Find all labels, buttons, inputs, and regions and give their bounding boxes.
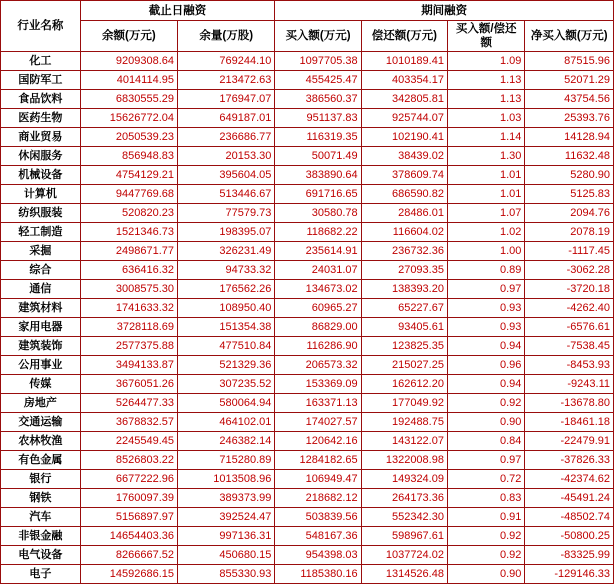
table-row (1, 318, 614, 337)
value-cell: 149324.09 (361, 470, 447, 489)
industry-name-cell: 电气设备 (1, 546, 81, 565)
industry-name-cell: 休闲服务 (1, 147, 81, 166)
value-cell: 1097705.38 (275, 52, 361, 71)
value-cell: 5125.83 (525, 185, 614, 204)
value-cell: 2094.76 (525, 204, 614, 223)
value-cell: 0.90 (447, 565, 524, 584)
industry-name-cell: 银行 (1, 470, 81, 489)
value-cell: 11632.48 (525, 147, 614, 166)
value-cell: 548167.36 (275, 527, 361, 546)
value-cell: 342805.81 (361, 90, 447, 109)
value-cell: 0.94 (447, 375, 524, 394)
value-cell: 192488.75 (361, 413, 447, 432)
value-cell: 386560.37 (275, 90, 361, 109)
table-row (1, 71, 614, 90)
header-balance-volume: 余量(万股) (178, 21, 275, 52)
value-cell: 52071.29 (525, 71, 614, 90)
industry-name-cell: 通信 (1, 280, 81, 299)
value-cell: 14592686.15 (80, 565, 177, 584)
table-row (1, 109, 614, 128)
value-cell: 120642.16 (275, 432, 361, 451)
value-cell: 0.92 (447, 546, 524, 565)
value-cell: 477510.84 (178, 337, 275, 356)
value-cell: 94733.32 (178, 261, 275, 280)
value-cell: 395604.05 (178, 166, 275, 185)
value-cell: -6576.61 (525, 318, 614, 337)
table-row (1, 451, 614, 470)
value-cell: -7538.45 (525, 337, 614, 356)
value-cell: -22479.91 (525, 432, 614, 451)
value-cell: 8526803.22 (80, 451, 177, 470)
value-cell: 0.96 (447, 356, 524, 375)
value-cell: 392524.47 (178, 508, 275, 527)
value-cell: 1.00 (447, 242, 524, 261)
table-body (1, 52, 614, 584)
industry-name-cell: 传媒 (1, 375, 81, 394)
value-cell: 3678832.57 (80, 413, 177, 432)
value-cell: 0.84 (447, 432, 524, 451)
value-cell: 20153.30 (178, 147, 275, 166)
value-cell: 116286.90 (275, 337, 361, 356)
value-cell: 102190.41 (361, 128, 447, 147)
value-cell: -50800.25 (525, 527, 614, 546)
value-cell: 636416.32 (80, 261, 177, 280)
value-cell: 0.93 (447, 299, 524, 318)
value-cell: 9447769.68 (80, 185, 177, 204)
value-cell: 1.09 (447, 52, 524, 71)
value-cell: -45491.24 (525, 489, 614, 508)
value-cell: 143122.07 (361, 432, 447, 451)
value-cell: 163371.13 (275, 394, 361, 413)
value-cell: 198395.07 (178, 223, 275, 242)
table-row (1, 489, 614, 508)
value-cell: 134673.02 (275, 280, 361, 299)
value-cell: 520820.23 (80, 204, 177, 223)
industry-name-cell: 国防军工 (1, 71, 81, 90)
value-cell: 86829.00 (275, 318, 361, 337)
value-cell: 1185380.16 (275, 565, 361, 584)
header-group-closing-balance: 截止日融资 (80, 1, 275, 21)
value-cell: 38439.02 (361, 147, 447, 166)
value-cell: 503839.56 (275, 508, 361, 527)
value-cell: 326231.49 (178, 242, 275, 261)
table-row (1, 356, 614, 375)
value-cell: 0.91 (447, 508, 524, 527)
value-cell: 455425.47 (275, 71, 361, 90)
value-cell: 116319.35 (275, 128, 361, 147)
table-row (1, 470, 614, 489)
value-cell: -4262.40 (525, 299, 614, 318)
value-cell: 2498671.77 (80, 242, 177, 261)
value-cell: 50071.49 (275, 147, 361, 166)
value-cell: 951137.83 (275, 109, 361, 128)
value-cell: 123825.35 (361, 337, 447, 356)
industry-name-cell: 有色金属 (1, 451, 81, 470)
value-cell: -13678.80 (525, 394, 614, 413)
value-cell: 1037724.02 (361, 546, 447, 565)
value-cell: 552342.30 (361, 508, 447, 527)
value-cell: 580064.94 (178, 394, 275, 413)
industry-name-cell: 汽车 (1, 508, 81, 527)
value-cell: -129146.33 (525, 565, 614, 584)
value-cell: 1.02 (447, 223, 524, 242)
value-cell: 5156897.97 (80, 508, 177, 527)
industry-name-cell: 家用电器 (1, 318, 81, 337)
value-cell: 14128.94 (525, 128, 614, 147)
value-cell: 24031.07 (275, 261, 361, 280)
table-row (1, 299, 614, 318)
value-cell: -9243.11 (525, 375, 614, 394)
value-cell: 3008575.30 (80, 280, 177, 299)
value-cell: 1.07 (447, 204, 524, 223)
header-group-period-financing: 期间融资 (275, 1, 614, 21)
value-cell: 715280.89 (178, 451, 275, 470)
value-cell: -37826.33 (525, 451, 614, 470)
header-buy-repay-ratio: 买入额/偿还额 (447, 21, 524, 52)
value-cell: 649187.01 (178, 109, 275, 128)
industry-name-cell: 非银金融 (1, 527, 81, 546)
header-buy-amount: 买入额(万元) (275, 21, 361, 52)
value-cell: 1.30 (447, 147, 524, 166)
value-cell: 378609.74 (361, 166, 447, 185)
value-cell: 106949.47 (275, 470, 361, 489)
value-cell: 1284182.65 (275, 451, 361, 470)
table-row (1, 261, 614, 280)
table-row (1, 242, 614, 261)
industry-name-cell: 纺织服装 (1, 204, 81, 223)
value-cell: 1521346.73 (80, 223, 177, 242)
header-industry-name: 行业名称 (1, 1, 81, 52)
table-column-header-row (1, 21, 614, 52)
value-cell: 0.93 (447, 318, 524, 337)
value-cell: 1.01 (447, 166, 524, 185)
value-cell: 30580.78 (275, 204, 361, 223)
header-net-buy-amount: 净买入额(万元) (525, 21, 614, 52)
value-cell: 118682.22 (275, 223, 361, 242)
industry-name-cell: 电子 (1, 565, 81, 584)
value-cell: 0.90 (447, 413, 524, 432)
industry-name-cell: 钢铁 (1, 489, 81, 508)
table-row (1, 52, 614, 71)
industry-name-cell: 机械设备 (1, 166, 81, 185)
table-row (1, 280, 614, 299)
industry-name-cell: 公用事业 (1, 356, 81, 375)
value-cell: 174027.57 (275, 413, 361, 432)
table-row (1, 375, 614, 394)
value-cell: 3494133.87 (80, 356, 177, 375)
value-cell: 686590.82 (361, 185, 447, 204)
value-cell: 2050539.23 (80, 128, 177, 147)
value-cell: 218682.12 (275, 489, 361, 508)
table-group-header-row (1, 1, 614, 21)
value-cell: 3676051.26 (80, 375, 177, 394)
value-cell: -3720.18 (525, 280, 614, 299)
table-row (1, 432, 614, 451)
value-cell: 236732.36 (361, 242, 447, 261)
value-cell: 6677222.96 (80, 470, 177, 489)
table-row (1, 128, 614, 147)
value-cell: 403354.17 (361, 71, 447, 90)
value-cell: 5280.90 (525, 166, 614, 185)
industry-name-cell: 建筑装饰 (1, 337, 81, 356)
table-row (1, 223, 614, 242)
value-cell: 389373.99 (178, 489, 275, 508)
table-row (1, 90, 614, 109)
industry-name-cell: 建筑材料 (1, 299, 81, 318)
table-row (1, 166, 614, 185)
value-cell: 521329.36 (178, 356, 275, 375)
value-cell: 4754129.21 (80, 166, 177, 185)
value-cell: 206573.32 (275, 356, 361, 375)
value-cell: 1314526.48 (361, 565, 447, 584)
value-cell: 77579.73 (178, 204, 275, 223)
value-cell: 0.92 (447, 394, 524, 413)
value-cell: 6830555.29 (80, 90, 177, 109)
value-cell: 1010189.41 (361, 52, 447, 71)
value-cell: 464102.01 (178, 413, 275, 432)
value-cell: 236686.77 (178, 128, 275, 147)
value-cell: 0.97 (447, 451, 524, 470)
value-cell: 151354.38 (178, 318, 275, 337)
value-cell: 2078.19 (525, 223, 614, 242)
value-cell: 264173.36 (361, 489, 447, 508)
value-cell: 1013508.96 (178, 470, 275, 489)
value-cell: 235614.91 (275, 242, 361, 261)
value-cell: 14654403.36 (80, 527, 177, 546)
table-row (1, 147, 614, 166)
value-cell: 856948.83 (80, 147, 177, 166)
value-cell: 3728118.69 (80, 318, 177, 337)
industry-name-cell: 计算机 (1, 185, 81, 204)
value-cell: 450680.15 (178, 546, 275, 565)
value-cell: 4014114.95 (80, 71, 177, 90)
value-cell: 2577375.88 (80, 337, 177, 356)
value-cell: 1.13 (447, 71, 524, 90)
value-cell: 1.14 (447, 128, 524, 147)
industry-name-cell: 综合 (1, 261, 81, 280)
value-cell: -18461.18 (525, 413, 614, 432)
value-cell: 769244.10 (178, 52, 275, 71)
value-cell: 28486.01 (361, 204, 447, 223)
value-cell: 27093.35 (361, 261, 447, 280)
value-cell: 5264477.33 (80, 394, 177, 413)
table-row (1, 565, 614, 584)
value-cell: 108950.40 (178, 299, 275, 318)
table-row (1, 413, 614, 432)
value-cell: 177049.92 (361, 394, 447, 413)
value-cell: 153369.09 (275, 375, 361, 394)
value-cell: 954398.03 (275, 546, 361, 565)
value-cell: 997136.31 (178, 527, 275, 546)
value-cell: 15626772.04 (80, 109, 177, 128)
value-cell: 138393.20 (361, 280, 447, 299)
value-cell: 1.03 (447, 109, 524, 128)
value-cell: 60965.27 (275, 299, 361, 318)
value-cell: -83325.99 (525, 546, 614, 565)
table-row (1, 394, 614, 413)
value-cell: 855330.93 (178, 565, 275, 584)
value-cell: 1.13 (447, 90, 524, 109)
industry-name-cell: 商业贸易 (1, 128, 81, 147)
value-cell: 116604.02 (361, 223, 447, 242)
value-cell: 246382.14 (178, 432, 275, 451)
table-row (1, 185, 614, 204)
value-cell: 0.83 (447, 489, 524, 508)
value-cell: 176947.07 (178, 90, 275, 109)
value-cell: -3062.28 (525, 261, 614, 280)
value-cell: 0.97 (447, 280, 524, 299)
value-cell: 1760097.39 (80, 489, 177, 508)
value-cell: 0.89 (447, 261, 524, 280)
value-cell: 25393.76 (525, 109, 614, 128)
table-row (1, 337, 614, 356)
value-cell: 1322008.98 (361, 451, 447, 470)
value-cell: 1741633.32 (80, 299, 177, 318)
value-cell: 2245549.45 (80, 432, 177, 451)
industry-name-cell: 化工 (1, 52, 81, 71)
value-cell: 213472.63 (178, 71, 275, 90)
value-cell: 43754.56 (525, 90, 614, 109)
value-cell: -1117.45 (525, 242, 614, 261)
industry-name-cell: 轻工制造 (1, 223, 81, 242)
table-row (1, 546, 614, 565)
value-cell: 383890.64 (275, 166, 361, 185)
value-cell: 93405.61 (361, 318, 447, 337)
value-cell: 1.01 (447, 185, 524, 204)
table-row (1, 527, 614, 546)
value-cell: 0.72 (447, 470, 524, 489)
table-header (1, 1, 614, 52)
value-cell: 925744.07 (361, 109, 447, 128)
header-balance-amount: 余额(万元) (80, 21, 177, 52)
value-cell: -42374.62 (525, 470, 614, 489)
value-cell: 65227.67 (361, 299, 447, 318)
value-cell: 176562.26 (178, 280, 275, 299)
value-cell: 9209308.64 (80, 52, 177, 71)
industry-name-cell: 采掘 (1, 242, 81, 261)
industry-name-cell: 交通运输 (1, 413, 81, 432)
header-repay-amount: 偿还额(万元) (361, 21, 447, 52)
industry-name-cell: 房地产 (1, 394, 81, 413)
value-cell: 87515.96 (525, 52, 614, 71)
value-cell: 215027.25 (361, 356, 447, 375)
value-cell: 307235.52 (178, 375, 275, 394)
value-cell: 598967.61 (361, 527, 447, 546)
value-cell: -8453.93 (525, 356, 614, 375)
value-cell: 8266667.52 (80, 546, 177, 565)
industry-name-cell: 农林牧渔 (1, 432, 81, 451)
value-cell: 691716.65 (275, 185, 361, 204)
industry-name-cell: 食品饮料 (1, 90, 81, 109)
table-row (1, 508, 614, 527)
table-row (1, 204, 614, 223)
value-cell: 0.92 (447, 527, 524, 546)
value-cell: 0.94 (447, 337, 524, 356)
value-cell: 513446.67 (178, 185, 275, 204)
value-cell: -48502.74 (525, 508, 614, 527)
value-cell: 162612.20 (361, 375, 447, 394)
industry-name-cell: 医药生物 (1, 109, 81, 128)
